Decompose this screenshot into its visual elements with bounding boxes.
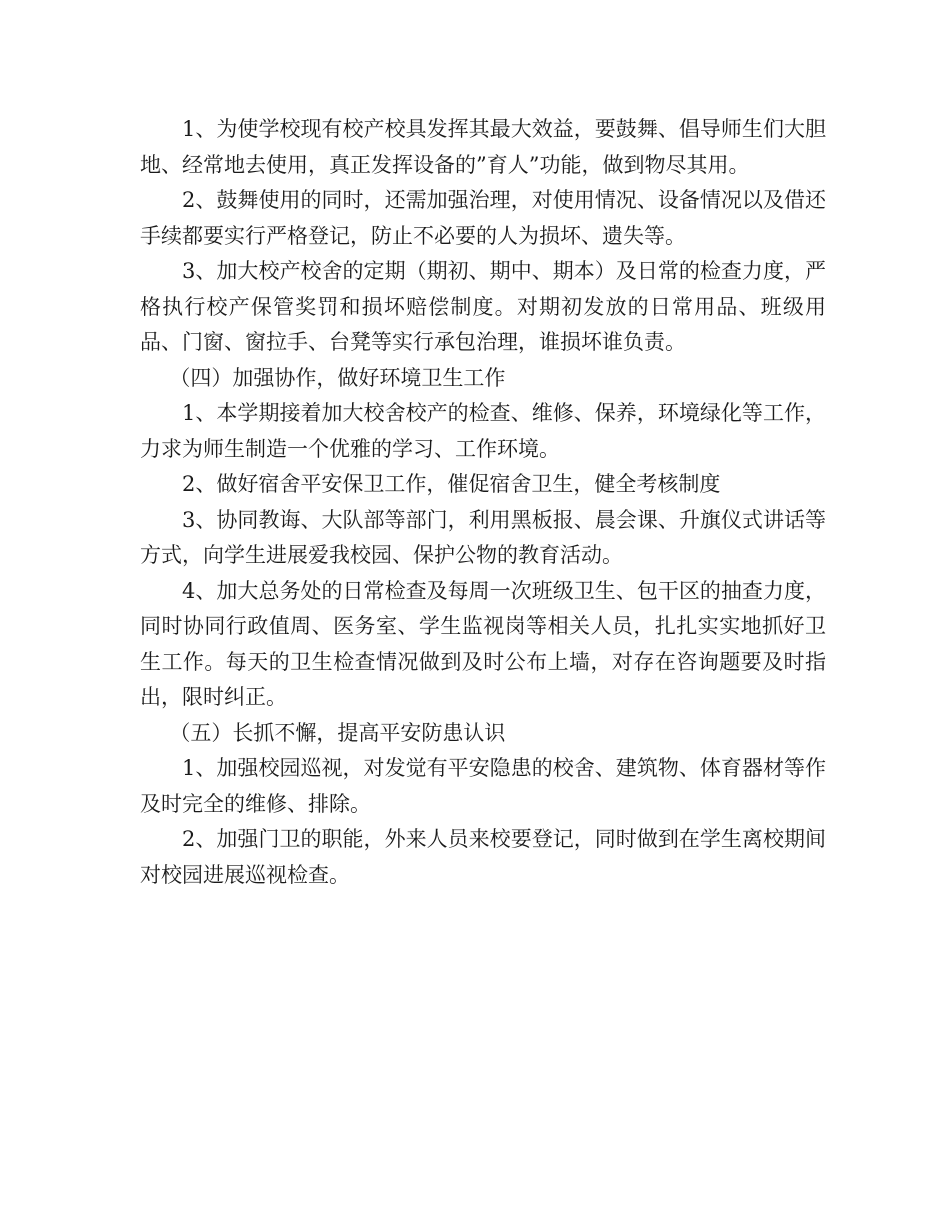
paragraph-item-4-1: 1、本学期接着加大校舍校产的检查、维修、保养，环境绿化等工作，力求为师生制造一个优雅的学习、工作环境。 [140, 401, 826, 461]
paragraph-item-5-2: 2、加强门卫的职能，外来人员来校要登记，同时做到在学生离校期间对校园进展巡视检查。 [140, 827, 826, 887]
section-heading-5: （五）长抓不懈，提高平安防患认识 [169, 720, 506, 745]
paragraph-item-1: 1、为使学校现有校产校具发挥其最大效益，要鼓舞、倡导师生们大胆地、经常地去使用，真正发挥设备的”育人”功能，做到物尽其用。 [140, 117, 826, 177]
paragraph-item-3: 3、加大校产校舍的定期（期初、期中、期本）及日常的检查力度，严格执行校产保管奖罚和损坏赔偿制度。对期初发放的日常用品、班级用品、门窗、窗拉手、台凳等实行承包治理，谁损坏谁负责。 [140, 259, 826, 354]
paragraph-item-4-2: 2、做好宿舍平安保卫工作，催促宿舍卫生，健全考核制度 [182, 472, 721, 496]
document-body [140, 112, 826, 893]
paragraph-item-4-3: 3、协同教诲、大队部等部门，利用黑板报、晨会课、升旗仪式讲话等方式，向学生进展爱我校园、保护公物的教育活动。 [140, 507, 826, 567]
paragraph-item-2: 2、鼓舞使用的同时，还需加强治理，对使用情况、设备情况以及借还手续都要实行严格登记，防止不必要的人为损坏、遗失等。 [140, 188, 826, 248]
paragraph-item-4-4: 4、加大总务处的日常检查及每周一次班级卫生、包干区的抽查力度，同时协同行政值周、医务室、学生监视岗等相关人员，扎扎实实地抓好卫生工作。每天的卫生检查情况做到及时公布上墙，对存在咨询题要及时指出，限时纠正。 [140, 578, 826, 709]
paragraph-item-5-1: 1、加强校园巡视，对发觉有平安隐患的校舍、建筑物、体育器材等作及时完全的维修、排除。 [140, 756, 826, 816]
section-heading-4: （四）加强协作，做好环境卫生工作 [169, 365, 506, 390]
